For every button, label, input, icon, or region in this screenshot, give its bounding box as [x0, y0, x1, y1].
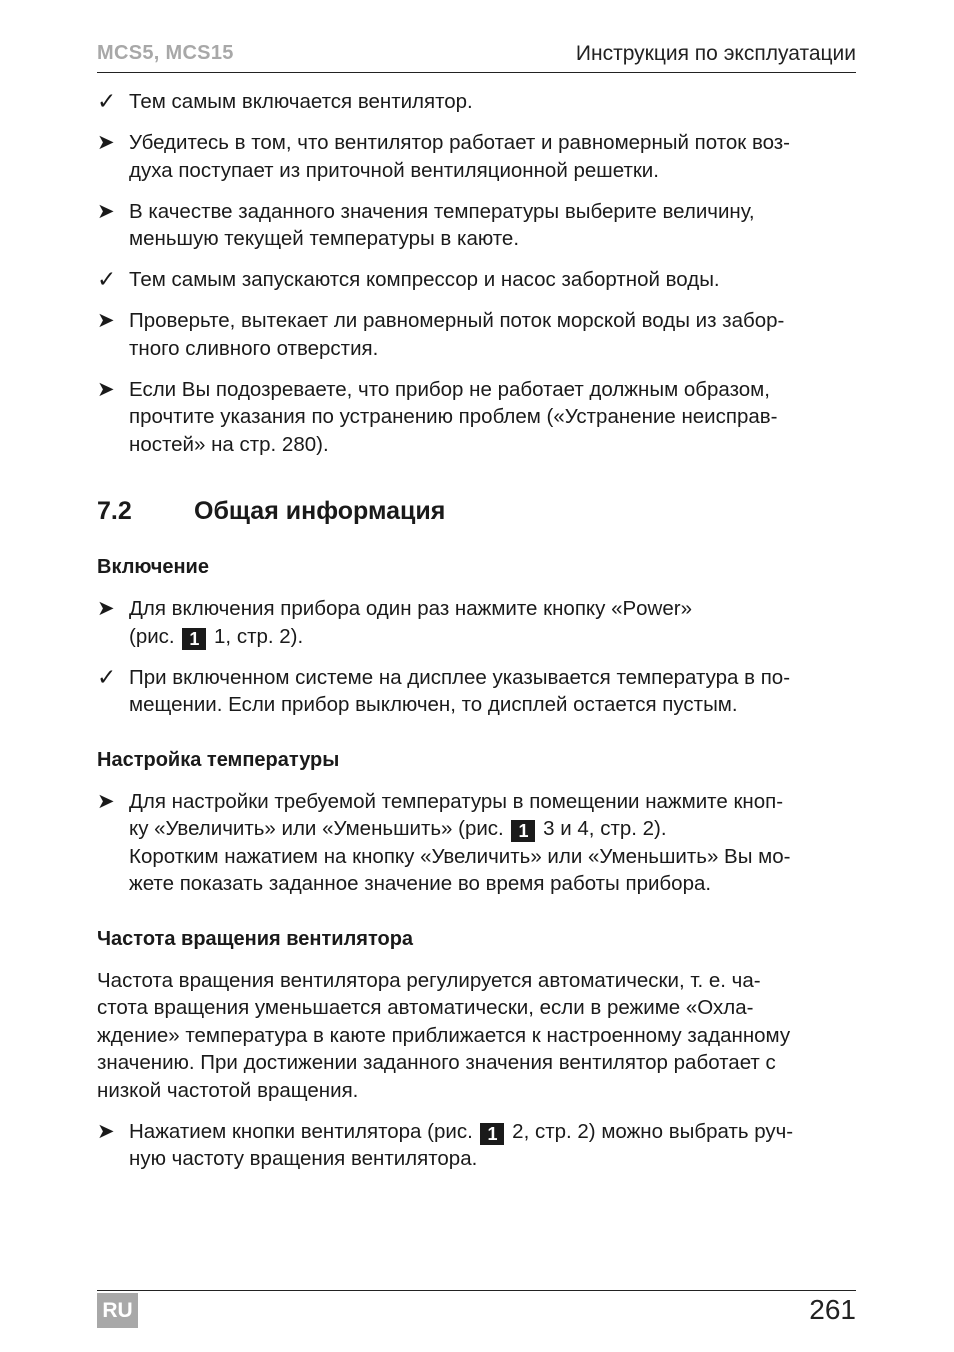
section-heading — [97, 496, 856, 526]
list-item — [97, 129, 856, 184]
paragraph: Частота вращения вентилятора регулируется автоматически, т. е. ча- стота вращения уменьшается автоматически, если в режиме «Охла- ждение» температура в каюте приближается к настроенному заданному значению. При достижении заданного значения вентилятор работает с низкой частотой вращения. — [97, 968, 791, 1102]
arrow-icon: ➤ — [97, 199, 115, 223]
figure-ref-badge: 1 — [182, 628, 206, 650]
item-text: Тем самым включается вентилятор. — [129, 90, 473, 113]
item-text: Убедитесь в том, что вентилятор работает и равномерный поток воз- духа поступает из приточной вентиляционной решетки. — [129, 131, 790, 182]
arrow-icon: ➤ — [97, 377, 115, 401]
figure-ref-badge: 1 — [511, 820, 535, 842]
arrow-icon: ➤ — [97, 309, 115, 332]
list-item — [97, 376, 856, 459]
page-content — [97, 88, 856, 1186]
section-title: Общая информация — [194, 497, 446, 525]
arrow-icon: ➤ — [97, 1119, 115, 1143]
item-text: Нажатием кнопки вентилятора (рис. 1 2, стр. 2) можно выбрать руч- ную частоту вращения вентилятора. — [129, 1119, 794, 1170]
page-number: 261 — [809, 1294, 856, 1325]
subheading-fan-speed: Частота вращения вентилятора — [97, 927, 414, 950]
list-item — [97, 307, 856, 362]
instruction-list — [97, 88, 856, 458]
check-icon: ✓ — [97, 88, 117, 114]
list-item — [97, 595, 856, 650]
arrow-icon: ➤ — [97, 789, 115, 813]
arrow-icon: ➤ — [97, 597, 115, 620]
section-number: 7.2 — [97, 497, 132, 525]
item-text: Для включения прибора один раз нажмите кнопку «Power» (рис. 1 1, стр. 2). — [129, 597, 692, 649]
figure-ref-badge: 1 — [480, 1123, 504, 1145]
subheading-power: Включение — [97, 556, 209, 578]
arrow-icon: ➤ — [97, 131, 115, 154]
subheading-temperature: Настройка температуры — [97, 748, 340, 771]
item-text: Тем самым запускаются компрессор и насос забортной воды. — [129, 268, 720, 291]
check-icon: ✓ — [97, 663, 117, 690]
list-item — [97, 88, 856, 116]
model-name: MCS5, MCS15 — [97, 42, 234, 64]
language-badge: RU — [97, 1293, 138, 1328]
list-item — [97, 198, 856, 253]
list-item — [97, 266, 856, 294]
item-text: Для настройки требуемой температуры в помещении нажмите кноп- ку «Увеличить» или «Уменьшить» (рис. 1 3 и 4, стр. 2). Коротким нажатием на кнопку «Увеличить» или «Уменьшить» Вы мо- жете показать заданное значение во время работы прибора. — [129, 789, 791, 895]
check-icon: ✓ — [97, 266, 117, 292]
list-item — [97, 1118, 856, 1173]
list-item — [97, 788, 856, 898]
item-text: Если Вы подозреваете, что прибор не работает должным образом, прочтите указания по устранению проблем («Устранение неисправ- ностей» на стр. 280). — [129, 377, 778, 456]
item-text: В качестве заданного значения температуры выберите величину, меньшую текущей температуры в каюте. — [129, 199, 755, 250]
page-header — [97, 40, 856, 73]
list-item — [97, 664, 856, 719]
item-text: Проверьте, вытекает ли равномерный поток морской воды из забор- тного сливного отверстия. — [129, 309, 785, 360]
item-text: При включенном системе на дисплее указывается температура в по- мещении. Если прибор выключен, то дисплей остается пустым. — [129, 665, 791, 716]
footer-divider — [97, 1290, 856, 1291]
document-title: Инструкция по эксплуатации — [575, 42, 856, 65]
